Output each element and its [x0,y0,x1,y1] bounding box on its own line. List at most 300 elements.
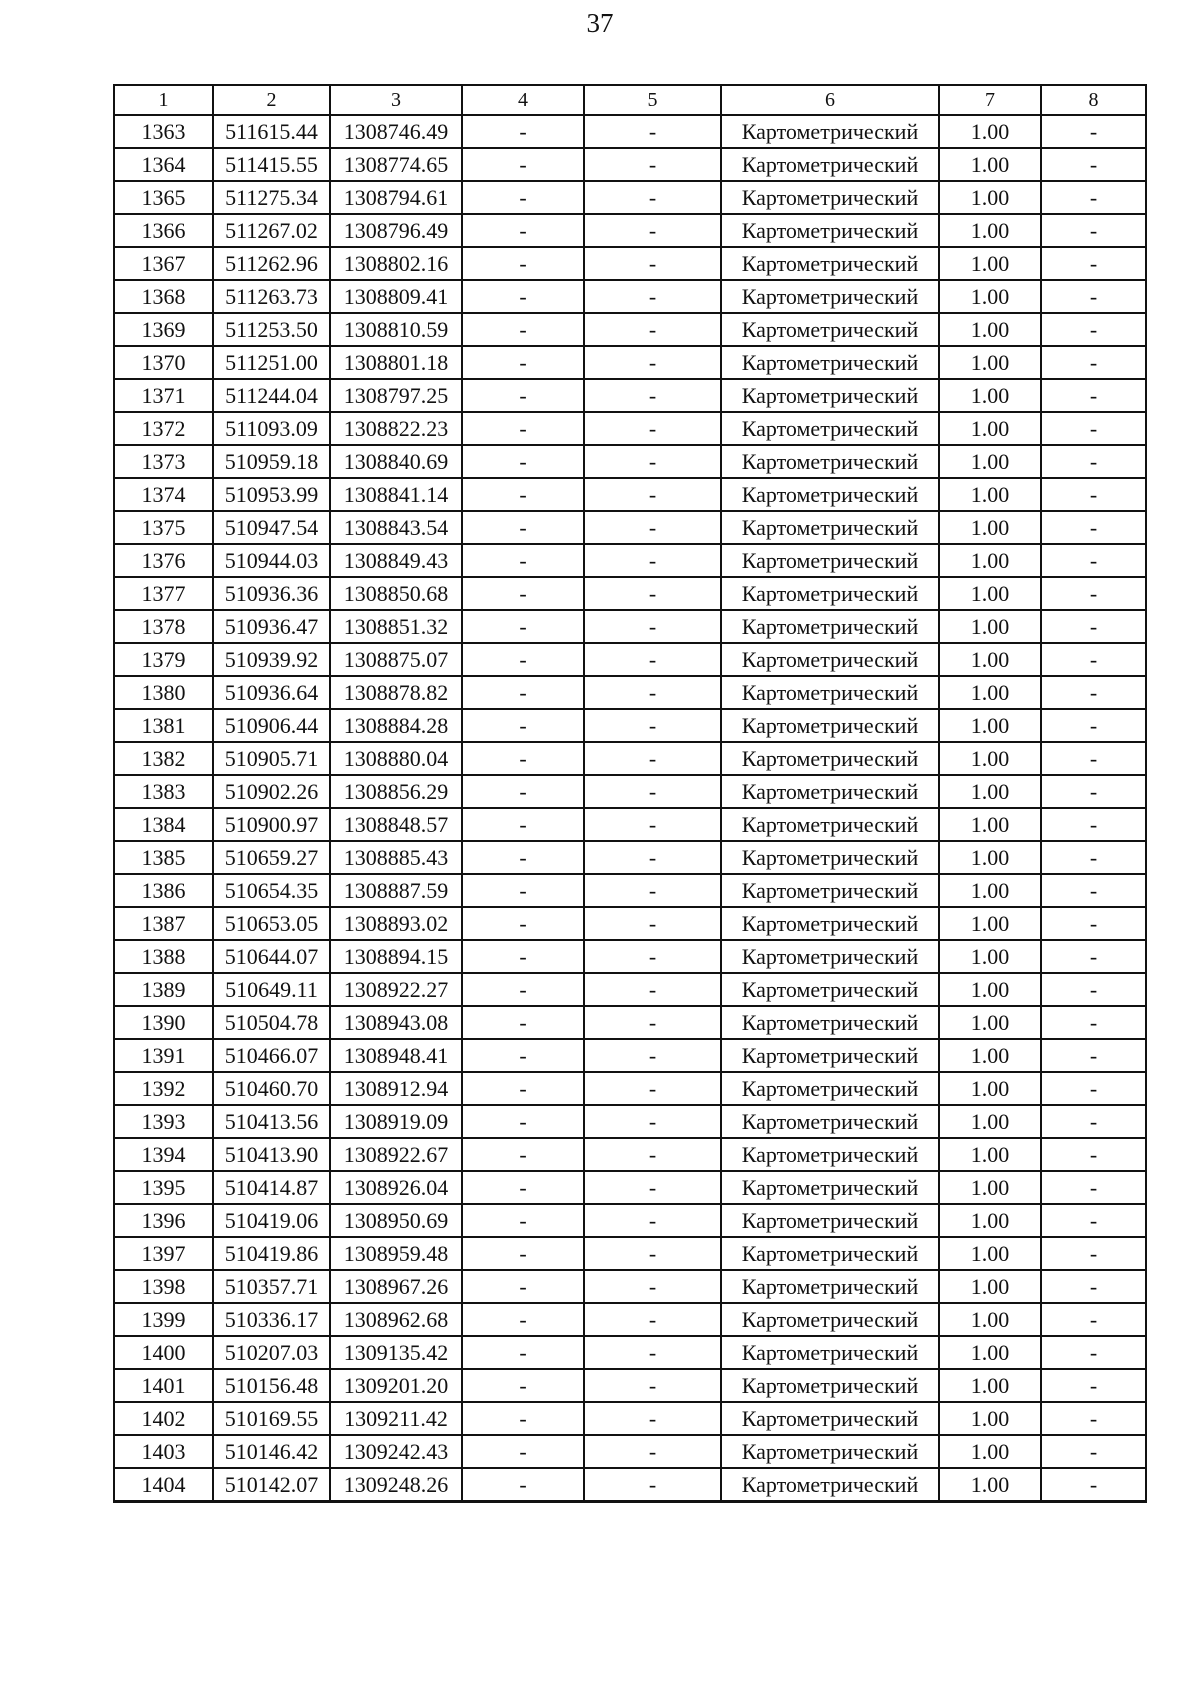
x-coordinate-cell: 510413.56 [213,1105,330,1138]
point-number-cell: 1386 [114,874,213,907]
column-8-cell: - [1041,775,1146,808]
method-cell: Картометрический [721,445,939,478]
column-8-cell: - [1041,1303,1146,1336]
column-5-cell: - [584,940,721,973]
method-cell: Картометрический [721,907,939,940]
y-coordinate-cell: 1309211.42 [330,1402,462,1435]
coordinates-table [113,84,1147,1503]
accuracy-cell: 1.00 [939,445,1041,478]
accuracy-cell: 1.00 [939,1303,1041,1336]
column-8-cell: - [1041,115,1146,148]
column-8-cell: - [1041,577,1146,610]
column-5-cell: - [584,1270,721,1303]
column-4-cell: - [462,280,584,313]
y-coordinate-cell: 1308841.14 [330,478,462,511]
column-5-cell: - [584,973,721,1006]
table-row [114,214,1146,247]
column-4-cell: - [462,115,584,148]
accuracy-cell: 1.00 [939,841,1041,874]
accuracy-cell: 1.00 [939,1369,1041,1402]
column-8-cell: - [1041,1138,1146,1171]
point-number-cell: 1373 [114,445,213,478]
column-4-cell: - [462,412,584,445]
y-coordinate-cell: 1308797.25 [330,379,462,412]
column-4-cell: - [462,808,584,841]
y-coordinate-cell: 1309248.26 [330,1468,462,1502]
column-8-cell: - [1041,1039,1146,1072]
accuracy-cell: 1.00 [939,1336,1041,1369]
column-4-cell: - [462,1369,584,1402]
table-row [114,808,1146,841]
column-4-cell: - [462,148,584,181]
accuracy-cell: 1.00 [939,775,1041,808]
point-number-cell: 1388 [114,940,213,973]
column-5-cell: - [584,544,721,577]
accuracy-cell: 1.00 [939,478,1041,511]
column-4-cell: - [462,181,584,214]
x-coordinate-cell: 510905.71 [213,742,330,775]
y-coordinate-cell: 1308848.57 [330,808,462,841]
point-number-cell: 1372 [114,412,213,445]
column-4-cell: - [462,379,584,412]
column-5-cell: - [584,379,721,412]
column-4-cell: - [462,907,584,940]
column-5-cell: - [584,1237,721,1270]
point-number-cell: 1380 [114,676,213,709]
column-4-cell: - [462,1336,584,1369]
column-4-cell: - [462,511,584,544]
point-number-cell: 1376 [114,544,213,577]
table-row [114,1171,1146,1204]
accuracy-cell: 1.00 [939,1171,1041,1204]
column-4-cell: - [462,973,584,1006]
y-coordinate-cell: 1308884.28 [330,709,462,742]
column-header: 6 [721,85,939,115]
method-cell: Картометрический [721,1336,939,1369]
x-coordinate-cell: 510936.47 [213,610,330,643]
column-8-cell: - [1041,1336,1146,1369]
y-coordinate-cell: 1308774.65 [330,148,462,181]
point-number-cell: 1390 [114,1006,213,1039]
column-5-cell: - [584,1402,721,1435]
column-5-cell: - [584,577,721,610]
accuracy-cell: 1.00 [939,511,1041,544]
accuracy-cell: 1.00 [939,544,1041,577]
accuracy-cell: 1.00 [939,643,1041,676]
y-coordinate-cell: 1308887.59 [330,874,462,907]
method-cell: Картометрический [721,346,939,379]
table-row [114,247,1146,280]
method-cell: Картометрический [721,709,939,742]
column-8-cell: - [1041,973,1146,1006]
table-row [114,148,1146,181]
point-number-cell: 1366 [114,214,213,247]
accuracy-cell: 1.00 [939,676,1041,709]
accuracy-cell: 1.00 [939,247,1041,280]
table-row [114,940,1146,973]
method-cell: Картометрический [721,1369,939,1402]
method-cell: Картометрический [721,973,939,1006]
point-number-cell: 1363 [114,115,213,148]
accuracy-cell: 1.00 [939,214,1041,247]
x-coordinate-cell: 510900.97 [213,808,330,841]
accuracy-cell: 1.00 [939,1105,1041,1138]
x-coordinate-cell: 510953.99 [213,478,330,511]
table-row [114,1468,1146,1502]
method-cell: Картометрический [721,181,939,214]
column-5-cell: - [584,1072,721,1105]
column-5-cell: - [584,445,721,478]
column-5-cell: - [584,214,721,247]
column-5-cell: - [584,412,721,445]
method-cell: Картометрический [721,478,939,511]
accuracy-cell: 1.00 [939,709,1041,742]
column-5-cell: - [584,511,721,544]
column-8-cell: - [1041,511,1146,544]
point-number-cell: 1395 [114,1171,213,1204]
x-coordinate-cell: 510902.26 [213,775,330,808]
method-cell: Картометрический [721,775,939,808]
column-5-cell: - [584,874,721,907]
point-number-cell: 1389 [114,973,213,1006]
column-5-cell: - [584,1369,721,1402]
column-4-cell: - [462,214,584,247]
column-8-cell: - [1041,445,1146,478]
column-header: 1 [114,85,213,115]
point-number-cell: 1382 [114,742,213,775]
y-coordinate-cell: 1308962.68 [330,1303,462,1336]
x-coordinate-cell: 511251.00 [213,346,330,379]
column-4-cell: - [462,445,584,478]
column-4-cell: - [462,874,584,907]
column-4-cell: - [462,940,584,973]
x-coordinate-cell: 510419.86 [213,1237,330,1270]
method-cell: Картометрический [721,412,939,445]
table-row [114,346,1146,379]
method-cell: Картометрический [721,148,939,181]
method-cell: Картометрический [721,742,939,775]
column-5-cell: - [584,1336,721,1369]
x-coordinate-cell: 510207.03 [213,1336,330,1369]
point-number-cell: 1404 [114,1468,213,1502]
accuracy-cell: 1.00 [939,940,1041,973]
method-cell: Картометрический [721,313,939,346]
method-cell: Картометрический [721,1468,939,1502]
accuracy-cell: 1.00 [939,808,1041,841]
x-coordinate-cell: 510659.27 [213,841,330,874]
column-5-cell: - [584,1303,721,1336]
accuracy-cell: 1.00 [939,742,1041,775]
table-row [114,313,1146,346]
x-coordinate-cell: 510156.48 [213,1369,330,1402]
column-header: 3 [330,85,462,115]
column-5-cell: - [584,280,721,313]
x-coordinate-cell: 510357.71 [213,1270,330,1303]
column-4-cell: - [462,1468,584,1502]
column-5-cell: - [584,1006,721,1039]
method-cell: Картометрический [721,544,939,577]
accuracy-cell: 1.00 [939,1006,1041,1039]
column-8-cell: - [1041,1072,1146,1105]
column-4-cell: - [462,841,584,874]
column-4-cell: - [462,1006,584,1039]
y-coordinate-cell: 1308843.54 [330,511,462,544]
x-coordinate-cell: 510169.55 [213,1402,330,1435]
column-4-cell: - [462,1105,584,1138]
y-coordinate-cell: 1308850.68 [330,577,462,610]
point-number-cell: 1400 [114,1336,213,1369]
x-coordinate-cell: 510649.11 [213,973,330,1006]
y-coordinate-cell: 1308801.18 [330,346,462,379]
column-5-cell: - [584,1204,721,1237]
accuracy-cell: 1.00 [939,610,1041,643]
column-header: 5 [584,85,721,115]
column-8-cell: - [1041,676,1146,709]
table-row [114,1369,1146,1402]
x-coordinate-cell: 511253.50 [213,313,330,346]
method-cell: Картометрический [721,940,939,973]
table-header-row [114,85,1146,115]
column-4-cell: - [462,346,584,379]
column-4-cell: - [462,775,584,808]
y-coordinate-cell: 1308967.26 [330,1270,462,1303]
table-row [114,181,1146,214]
point-number-cell: 1374 [114,478,213,511]
x-coordinate-cell: 510939.92 [213,643,330,676]
accuracy-cell: 1.00 [939,148,1041,181]
table-row [114,577,1146,610]
y-coordinate-cell: 1308950.69 [330,1204,462,1237]
column-4-cell: - [462,610,584,643]
method-cell: Картометрический [721,1270,939,1303]
point-number-cell: 1387 [114,907,213,940]
x-coordinate-cell: 511275.34 [213,181,330,214]
method-cell: Картометрический [721,247,939,280]
y-coordinate-cell: 1308926.04 [330,1171,462,1204]
table-row [114,973,1146,1006]
x-coordinate-cell: 510413.90 [213,1138,330,1171]
table-row [114,1138,1146,1171]
accuracy-cell: 1.00 [939,1435,1041,1468]
accuracy-cell: 1.00 [939,1468,1041,1502]
method-cell: Картометрический [721,115,939,148]
table-row [114,1402,1146,1435]
table-row [114,874,1146,907]
column-4-cell: - [462,1138,584,1171]
accuracy-cell: 1.00 [939,1072,1041,1105]
column-8-cell: - [1041,1369,1146,1402]
column-5-cell: - [584,247,721,280]
table-row [114,280,1146,313]
column-5-cell: - [584,148,721,181]
x-coordinate-cell: 510944.03 [213,544,330,577]
column-4-cell: - [462,313,584,346]
method-cell: Картометрический [721,643,939,676]
table-row [114,412,1146,445]
x-coordinate-cell: 510466.07 [213,1039,330,1072]
point-number-cell: 1384 [114,808,213,841]
column-4-cell: - [462,544,584,577]
column-5-cell: - [584,313,721,346]
table-row [114,445,1146,478]
column-8-cell: - [1041,1237,1146,1270]
column-5-cell: - [584,478,721,511]
column-5-cell: - [584,115,721,148]
method-cell: Картометрический [721,1402,939,1435]
column-5-cell: - [584,1435,721,1468]
accuracy-cell: 1.00 [939,874,1041,907]
column-5-cell: - [584,808,721,841]
accuracy-cell: 1.00 [939,379,1041,412]
y-coordinate-cell: 1308851.32 [330,610,462,643]
x-coordinate-cell: 510336.17 [213,1303,330,1336]
y-coordinate-cell: 1309242.43 [330,1435,462,1468]
point-number-cell: 1377 [114,577,213,610]
column-5-cell: - [584,1105,721,1138]
y-coordinate-cell: 1308893.02 [330,907,462,940]
column-8-cell: - [1041,808,1146,841]
y-coordinate-cell: 1309201.20 [330,1369,462,1402]
point-number-cell: 1385 [114,841,213,874]
table-body [114,115,1146,1502]
column-5-cell: - [584,1171,721,1204]
method-cell: Картометрический [721,808,939,841]
y-coordinate-cell: 1309135.42 [330,1336,462,1369]
point-number-cell: 1381 [114,709,213,742]
x-coordinate-cell: 510504.78 [213,1006,330,1039]
accuracy-cell: 1.00 [939,313,1041,346]
column-8-cell: - [1041,940,1146,973]
point-number-cell: 1393 [114,1105,213,1138]
y-coordinate-cell: 1308794.61 [330,181,462,214]
method-cell: Картометрический [721,1237,939,1270]
column-5-cell: - [584,346,721,379]
column-4-cell: - [462,1039,584,1072]
column-8-cell: - [1041,874,1146,907]
table-row [114,1204,1146,1237]
point-number-cell: 1369 [114,313,213,346]
table-row [114,643,1146,676]
x-coordinate-cell: 510414.87 [213,1171,330,1204]
method-cell: Картометрический [721,1006,939,1039]
column-header: 7 [939,85,1041,115]
point-number-cell: 1364 [114,148,213,181]
column-8-cell: - [1041,247,1146,280]
x-coordinate-cell: 511415.55 [213,148,330,181]
table-row [114,1336,1146,1369]
table-row [114,841,1146,874]
method-cell: Картометрический [721,577,939,610]
table-row [114,1072,1146,1105]
table-row [114,709,1146,742]
column-8-cell: - [1041,1468,1146,1502]
column-4-cell: - [462,1171,584,1204]
column-8-cell: - [1041,1435,1146,1468]
column-4-cell: - [462,247,584,280]
method-cell: Картометрический [721,379,939,412]
column-8-cell: - [1041,280,1146,313]
y-coordinate-cell: 1308810.59 [330,313,462,346]
accuracy-cell: 1.00 [939,1402,1041,1435]
column-8-cell: - [1041,379,1146,412]
point-number-cell: 1365 [114,181,213,214]
column-5-cell: - [584,841,721,874]
column-4-cell: - [462,742,584,775]
y-coordinate-cell: 1308948.41 [330,1039,462,1072]
column-5-cell: - [584,709,721,742]
y-coordinate-cell: 1308875.07 [330,643,462,676]
method-cell: Картометрический [721,841,939,874]
column-8-cell: - [1041,1006,1146,1039]
column-8-cell: - [1041,313,1146,346]
accuracy-cell: 1.00 [939,1237,1041,1270]
x-coordinate-cell: 511262.96 [213,247,330,280]
x-coordinate-cell: 510936.64 [213,676,330,709]
x-coordinate-cell: 511615.44 [213,115,330,148]
x-coordinate-cell: 510653.05 [213,907,330,940]
point-number-cell: 1401 [114,1369,213,1402]
x-coordinate-cell: 511263.73 [213,280,330,313]
y-coordinate-cell: 1308885.43 [330,841,462,874]
method-cell: Картометрический [721,1105,939,1138]
point-number-cell: 1383 [114,775,213,808]
method-cell: Картометрический [721,676,939,709]
column-5-cell: - [584,1138,721,1171]
column-4-cell: - [462,1435,584,1468]
method-cell: Картометрический [721,610,939,643]
method-cell: Картометрический [721,1435,939,1468]
column-4-cell: - [462,709,584,742]
y-coordinate-cell: 1308849.43 [330,544,462,577]
accuracy-cell: 1.00 [939,115,1041,148]
y-coordinate-cell: 1308894.15 [330,940,462,973]
y-coordinate-cell: 1308840.69 [330,445,462,478]
point-number-cell: 1398 [114,1270,213,1303]
y-coordinate-cell: 1308943.08 [330,1006,462,1039]
x-coordinate-cell: 511244.04 [213,379,330,412]
column-4-cell: - [462,643,584,676]
column-8-cell: - [1041,478,1146,511]
accuracy-cell: 1.00 [939,280,1041,313]
x-coordinate-cell: 510142.07 [213,1468,330,1502]
column-8-cell: - [1041,643,1146,676]
column-8-cell: - [1041,907,1146,940]
table-row [114,1435,1146,1468]
column-8-cell: - [1041,1204,1146,1237]
table-row [114,1006,1146,1039]
point-number-cell: 1399 [114,1303,213,1336]
table-row [114,775,1146,808]
method-cell: Картометрический [721,1138,939,1171]
table-row [114,115,1146,148]
accuracy-cell: 1.00 [939,1270,1041,1303]
x-coordinate-cell: 511267.02 [213,214,330,247]
method-cell: Картометрический [721,1039,939,1072]
point-number-cell: 1368 [114,280,213,313]
y-coordinate-cell: 1308856.29 [330,775,462,808]
point-number-cell: 1392 [114,1072,213,1105]
method-cell: Картометрический [721,1303,939,1336]
table-row [114,907,1146,940]
column-5-cell: - [584,676,721,709]
column-5-cell: - [584,742,721,775]
point-number-cell: 1397 [114,1237,213,1270]
column-8-cell: - [1041,709,1146,742]
accuracy-cell: 1.00 [939,346,1041,379]
x-coordinate-cell: 510644.07 [213,940,330,973]
method-cell: Картометрический [721,214,939,247]
column-8-cell: - [1041,214,1146,247]
